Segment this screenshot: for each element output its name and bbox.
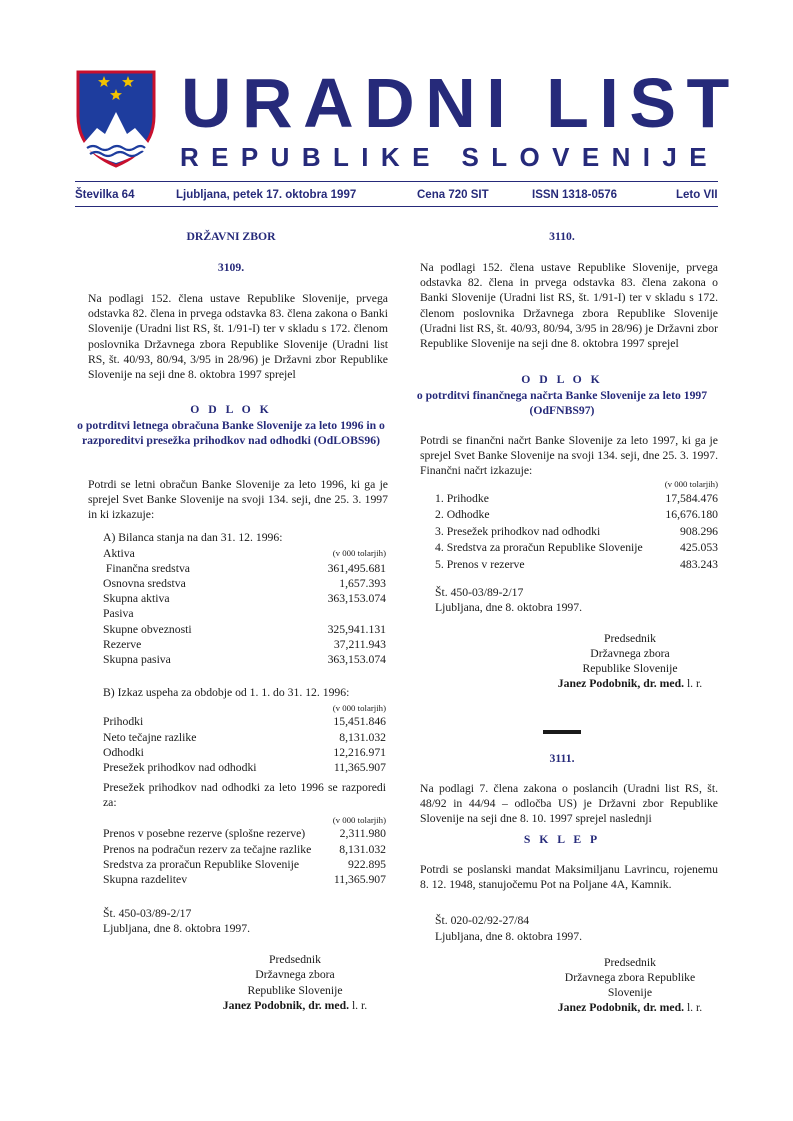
issue-issn: ISSN 1318-0576 <box>532 189 618 201</box>
masthead-title: URADNI LIST <box>181 64 740 142</box>
signature-role: Predsednik <box>269 953 321 966</box>
signature-role: Državnega zbora <box>590 647 670 660</box>
table-row: Sredstva za proračun Republike Slovenije 922.895 <box>103 858 386 871</box>
table-row: Prenos v posebne rezerve (splošne rezerve) 2,311.980 <box>103 827 386 840</box>
table-row: Prihodki 15,451.846 <box>103 715 386 728</box>
header-rule-bottom <box>75 206 718 207</box>
slovenia-coat-of-arms-icon <box>75 70 157 168</box>
sklep-intro-paragraph: Na podlagi 7. člena zakona o poslancih (Uradni list RS, št. 48/92 in 44/94 – odločba US) je Državni zbor Republike Slovenije na seji dne 8. 10. 1997 sprejel naslednji <box>420 782 718 826</box>
section-divider <box>543 730 581 734</box>
signature-role: Republike Slovenije <box>247 984 343 997</box>
table-row: Presežek prihodkov nad odhodki 11,365.907 <box>103 761 386 774</box>
table-row: Pasiva <box>103 607 134 620</box>
issue-date: Ljubljana, dne 8. oktobra 1997. <box>103 922 251 935</box>
table-row: Skupna aktiva 363,153.074 <box>103 592 386 605</box>
signature-role: Predsednik <box>604 632 656 645</box>
issue-place-date: Ljubljana, petek 17. oktobra 1997 <box>176 189 357 201</box>
distribution-table <box>103 826 386 888</box>
left-body-paragraph: Potrdi se letni obračun Banke Slovenije za leto 1996, ki ga je sprejel Svet Banke Slovenije na svoji 134. seji, dne 25. 3. 1997 in ki izkazuje: <box>88 478 388 522</box>
act-title-odlobs96: o potrditvi letnega obračuna Banke Slovenije za leto 1996 in o razporeditvi presežka prihodkov nad odhodki (OdLOBS96) <box>77 419 385 448</box>
right-body-paragraph: Potrdi se finančni načrt Banke Slovenije za leto 1997, ki ga je sprejel Svet Banke Slovenije na svoji 134. seji, dne 25. 3. 1997. Finančni načrt izkazuje: <box>420 434 718 478</box>
unit-label: (v 000 tolarjih) <box>664 479 718 489</box>
act-type-sklep: S K L E P <box>523 833 601 846</box>
act-title-odfnbs97: o potrditvi finančnega načrta Banke Slovenije za leto 1997 (OdFNBS97) <box>416 389 708 418</box>
masthead-subtitle: REPUBLIKE SLOVENIJE <box>180 142 719 172</box>
signature-name: Janez Podobnik, dr. med. l. r. <box>222 999 368 1012</box>
act-number-3110: 3110. <box>549 230 575 243</box>
signature-role: Predsednik <box>604 956 656 969</box>
issue-year: Leto VII <box>676 189 718 201</box>
table-row: 3. Presežek prihodkov nad odhodki 908.296 <box>435 525 718 538</box>
reference-number: Št. 450-03/89-2/17 <box>103 907 192 920</box>
signature-role: Republike Slovenije <box>582 662 678 675</box>
income-table <box>103 714 386 776</box>
unit-label: (v 000 tolarjih) <box>332 815 386 825</box>
balance-table <box>103 546 386 668</box>
act-type-odlok-1: O D L O K <box>190 403 272 416</box>
right-intro-paragraph: Na podlagi 152. člena ustave Republike Slovenije, prvega odstavka 82. člena in prvega odstavka 83. člena zakona o Banki Slovenije (Uradni list RS, št. 1/91-I) ter v skladu s 172. členom poslovnika Državnega zbora Republike Slovenije (Uradni list RS, št. 40/93, 80/94, 3/95 in 28/96) je Državni zbor Republike Slovenije na seji dne 8. oktobra 1997 sprejel <box>420 261 718 351</box>
issue-price: Cena 720 SIT <box>417 189 489 201</box>
table-row: Neto tečajne razlike 8,131.032 <box>103 731 386 744</box>
signature-name: Janez Podobnik, dr. med. l. r. <box>557 1001 703 1014</box>
act-number-3111: 3111. <box>549 752 575 765</box>
section-a-heading: A) Bilanca stanja na dan 31. 12. 1996: <box>103 531 283 544</box>
surplus-paragraph: Presežek prihodkov nad odhodki za leto 1996 se razporedi za: <box>103 781 386 810</box>
table-row: 2. Odhodke 16,676.180 <box>435 508 718 521</box>
issuer-heading: DRŽAVNI ZBOR <box>186 230 276 243</box>
table-row: Prenos na podračun rezerv za tečajne razlike 8,131.032 <box>103 843 386 856</box>
signature-role: Slovenije <box>607 986 653 999</box>
plan-table <box>435 491 718 569</box>
table-row: Aktiva (v 000 tolarjih) <box>103 547 386 560</box>
act-number-3109: 3109. <box>217 261 245 274</box>
table-row: Skupna pasiva 363,153.074 <box>103 653 386 666</box>
header-rule-top <box>75 181 718 182</box>
table-row: Skupna razdelitev 11,365.907 <box>103 873 386 886</box>
signature-role: Državnega zbora Republike <box>564 971 696 984</box>
signature-role: Državnega zbora <box>255 968 335 981</box>
table-row: Finančna sredstva 361,495.681 <box>103 562 386 575</box>
section-b-heading: B) Izkaz uspeha za obdobje od 1. 1. do 31. 12. 1996: <box>103 686 350 699</box>
table-row: 4. Sredstva za proračun Republike Slovenije 425.053 <box>435 541 718 554</box>
table-row: Osnovna sredstva 1,657.393 <box>103 577 386 590</box>
reference-number: Št. 020-02/92-27/84 <box>435 914 530 927</box>
table-row: 1. Prihodke 17,584.476 <box>435 492 718 505</box>
unit-label: (v 000 tolarjih) <box>332 548 386 558</box>
reference-number: Št. 450-03/89-2/17 <box>435 586 524 599</box>
table-row: Odhodki 12,216.971 <box>103 746 386 759</box>
left-intro-paragraph: Na podlagi 152. člena ustave Republike Slovenije, prvega odstavka 82. člena in prvega odstavka 83. člena zakona o Banki Slovenije (Uradni list RS, št. 1/91-I) ter v skladu s 172. členom poslovnika Državnega zbora Republike Slovenije (Uradni list RS, št. 40/93, 80/94, 3/95 in 28/96) je Državni zbor Republike Slovenije na seji dne 8. oktobra 1997 sprejel <box>88 292 388 382</box>
unit-label: (v 000 tolarjih) <box>332 703 386 713</box>
sklep-body-paragraph: Potrdi se poslanski mandat Maksimiljanu Lavrincu, rojenemu 8. 12. 1948, stanujočemu Pot na Poljane 4A, Kamnik. <box>420 863 718 892</box>
issue-date: Ljubljana, dne 8. oktobra 1997. <box>435 930 583 943</box>
table-row: Skupne obveznosti 325,941.131 <box>103 623 386 636</box>
act-type-odlok-2: O D L O K <box>521 373 603 386</box>
table-row: Rezerve 37,211.943 <box>103 638 386 651</box>
issue-number: Številka 64 <box>75 189 135 201</box>
issue-date: Ljubljana, dne 8. oktobra 1997. <box>435 601 583 614</box>
signature-name: Janez Podobnik, dr. med. l. r. <box>557 677 703 690</box>
table-row: 5. Prenos v rezerve 483.243 <box>435 558 718 571</box>
